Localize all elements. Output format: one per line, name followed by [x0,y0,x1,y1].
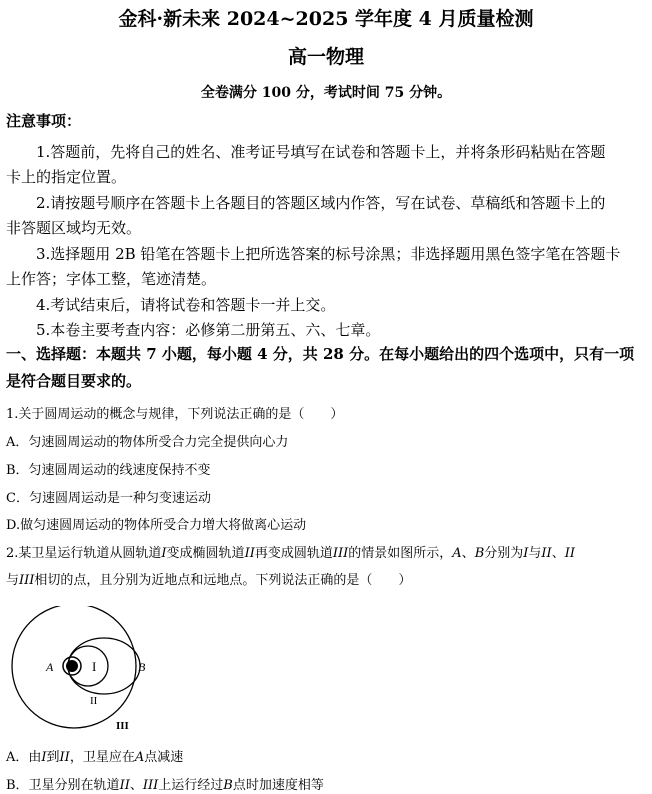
label-ii: II [90,695,98,707]
label-iii: III [116,720,129,732]
question-1-stem: 1.关于圆周运动的概念与规律，下列说法正确的是（ ） [6,407,344,422]
question-1-option-a: A．匀速圆周运动的物体所受合力完全提供向心力 [6,435,289,450]
notice-line: 3.选择题用 2B 铅笔在答题卡上把所选答案的标号涂黑；非选择题用黑色签字笔在答题卡 [36,245,621,263]
exam-title: 金科·新未来 2024~2025 学年度 4 月质量检测 [118,8,534,30]
notice-line: 5.本卷主要考查内容：必修第二册第五、六、七章。 [36,321,381,339]
label-i: I [92,659,97,674]
notice-line: 非答题区域均无效。 [6,219,142,237]
orbit-diagram [8,606,158,736]
question-1-option-b: B．匀速圆周运动的线速度保持不变 [6,463,211,478]
question-1-option-c: C．匀速圆周运动是一种匀变速运动 [6,491,211,506]
exam-meta: 全卷满分 100 分，考试时间 75 分钟。 [200,85,452,101]
question-2-stem-line1: 2.某卫星运行轨道从圆轨道I变成椭圆轨道II再变成圆轨道III的情景如图所示，A、B分别为I与II、II [6,546,575,561]
notice-heading: 注意事项： [6,112,82,130]
notice-line: 1.答题前，先将自己的姓名、准考证号填写在试卷和答题卡上，并将条形码粘贴在答题 [36,143,606,161]
notice-line: 2.请按题号顺序在答题卡上各题目的答题区域内作答，写在试卷、草稿纸和答题卡上的 [36,194,606,212]
notice-line: 4.考试结束后，请将试卷和答题卡一并上交。 [36,296,336,314]
earth-icon [66,660,78,672]
orbit-ii-ellipse [68,638,140,694]
question-2-option-a: A．由I到II，卫星应在A点减速 [6,750,184,765]
question-2-stem-line2: 与III相切的点，且分别为近地点和远地点。下列说法正确的是（ ） [6,573,412,588]
question-2-option-b: B．卫星分别在轨道II、III上运行经过B点时加速度相等 [6,778,324,793]
section-heading-cont: 是符合题目要求的。 [6,372,142,390]
notice-line: 上作答；字体工整，笔迹清楚。 [6,270,217,288]
notice-line: 卡上的指定位置。 [6,168,127,186]
subject-title: 高一物理 [287,46,364,68]
section-heading: 一、选择题：本题共 7 小题，每小题 4 分，共 28 分。在每小题给出的四个选项中，只有一项 [6,345,635,363]
label-a: A [46,660,54,674]
label-b: B [138,660,146,674]
question-1-option-d: D.做匀速圆周运动的物体所受合力增大将做离心运动 [6,518,307,533]
